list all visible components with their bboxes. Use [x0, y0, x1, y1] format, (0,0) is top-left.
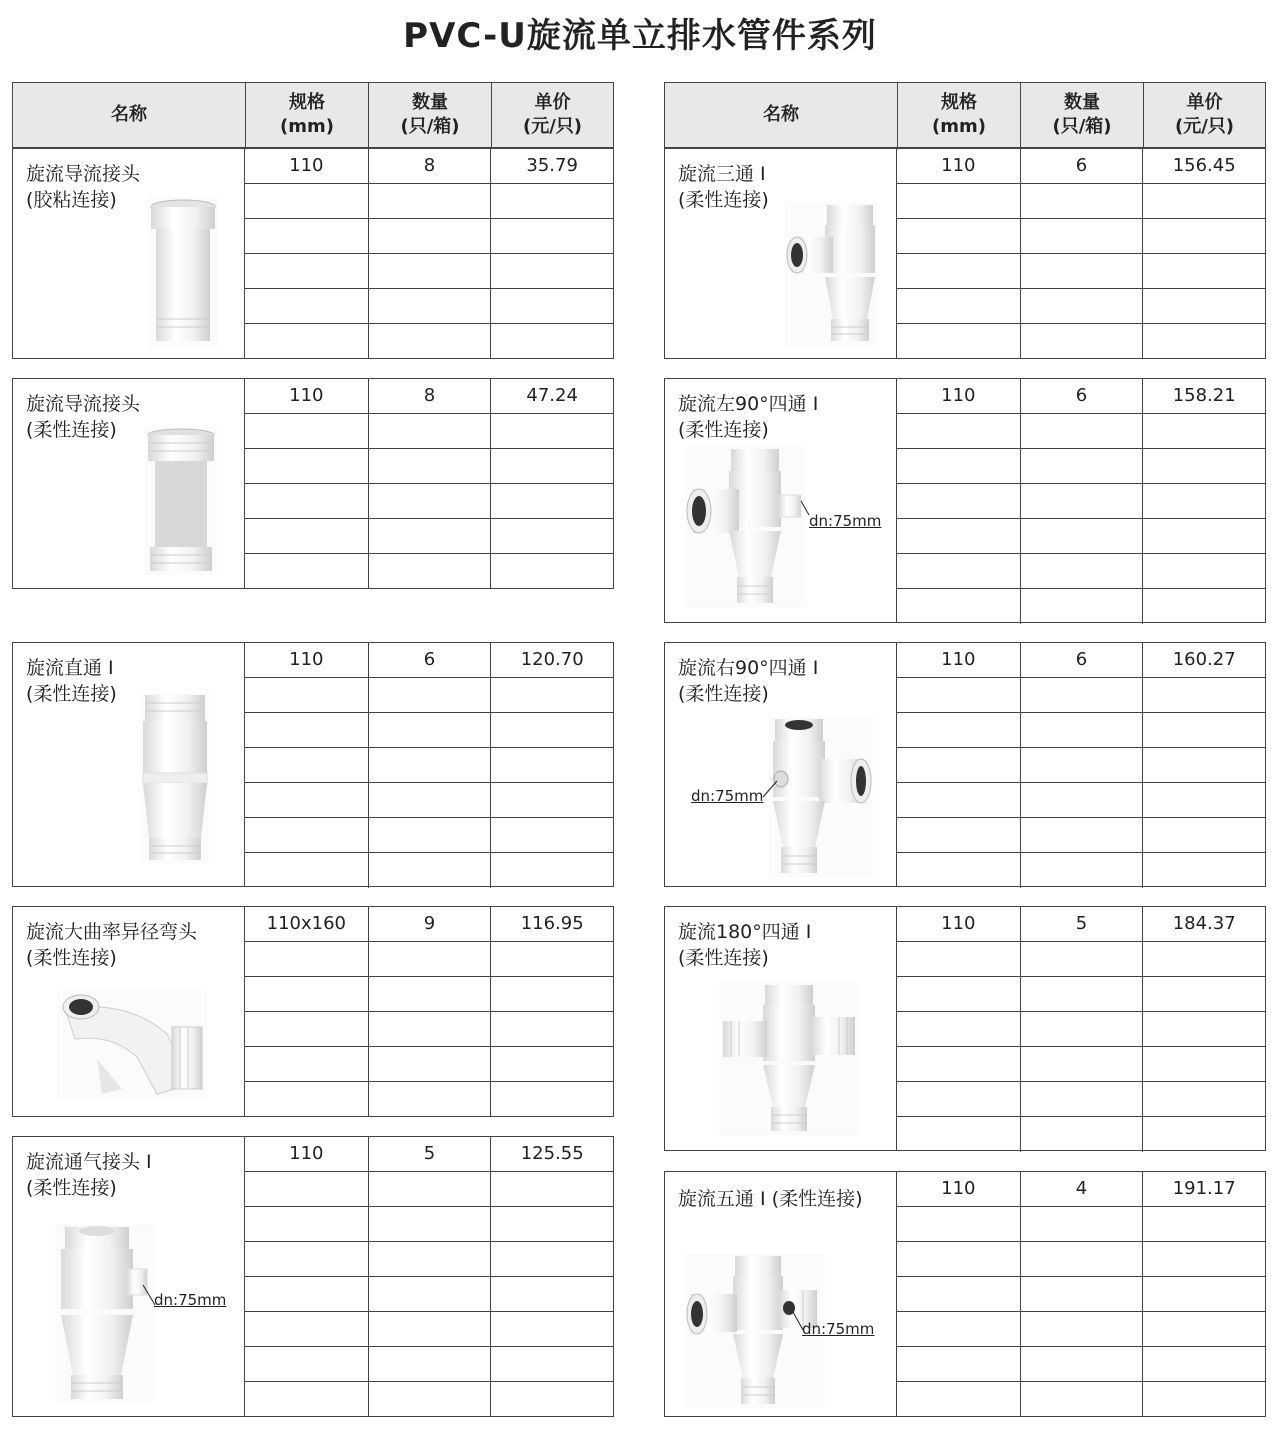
product-name: 旋流大曲率异径弯头 (柔性连接) — [26, 921, 198, 969]
product-name: 旋流180°四通 I (柔性连接) — [678, 921, 812, 969]
price-cell: 160.27 — [1142, 643, 1265, 677]
product-name: 旋流左90°四通 I (柔性连接) — [678, 393, 819, 441]
spec-cell: 110 — [289, 1143, 324, 1164]
price-cell: 125.55 — [490, 1137, 613, 1171]
price-cell: 184.37 — [1142, 907, 1265, 941]
qty-cell: 6 — [1020, 379, 1143, 413]
product-block — [664, 1171, 1266, 1417]
callout-label: dn:75mm — [691, 787, 764, 805]
product-block — [664, 906, 1266, 1151]
vent-joint-icon — [55, 1225, 155, 1401]
right-table-header — [664, 82, 1266, 148]
product-grid — [245, 1137, 613, 1417]
qty-cell: 6 — [1020, 643, 1143, 677]
tee-icon — [785, 203, 877, 345]
product-name: 旋流右90°四通 I (柔性连接) — [678, 657, 819, 705]
price-cell: 35.79 — [490, 149, 613, 183]
header-qty: 数量 (只/箱) — [1020, 83, 1143, 147]
spec-cell: 110 — [941, 913, 976, 934]
header-name: 名称 — [111, 104, 147, 125]
callout-leader — [761, 779, 779, 799]
product-block — [664, 148, 1266, 359]
header-spec: 规格 (mm) — [245, 83, 368, 147]
product-block — [664, 378, 1266, 623]
qty-cell: 8 — [368, 379, 491, 413]
left-cross-icon — [685, 447, 805, 607]
header-name: 名称 — [763, 104, 799, 125]
header-spec: 规格 (mm) — [897, 83, 1020, 147]
qty-cell: 5 — [1020, 907, 1143, 941]
spec-cell: 110 — [289, 649, 324, 670]
spec-cell: 110 — [289, 385, 324, 406]
product-grid — [897, 907, 1265, 1152]
cross-180-icon — [719, 983, 859, 1135]
left-table-header — [12, 82, 614, 148]
product-grid — [245, 643, 613, 888]
header-price: 单价 (元/只) — [491, 83, 613, 147]
price-cell: 116.95 — [490, 907, 613, 941]
product-grid — [897, 149, 1265, 359]
elbow-icon — [57, 989, 207, 1097]
product-block — [664, 642, 1266, 887]
page-title: PVC-U旋流单立排水管件系列 — [403, 16, 877, 56]
product-block — [12, 642, 614, 887]
callout-label: dn:75mm — [802, 1320, 875, 1338]
price-cell: 158.21 — [1142, 379, 1265, 413]
qty-cell: 5 — [368, 1137, 491, 1171]
straight-coupling-icon — [141, 693, 209, 863]
callout-label: dn:75mm — [809, 512, 882, 530]
product-grid — [897, 379, 1265, 624]
product-block — [12, 148, 614, 359]
product-block — [12, 1136, 614, 1417]
qty-cell: 6 — [1020, 149, 1143, 183]
qty-cell: 4 — [1020, 1172, 1143, 1206]
product-block — [12, 906, 614, 1117]
product-grid — [245, 379, 613, 589]
spec-cell: 110 — [289, 155, 324, 176]
price-cell: 47.24 — [490, 379, 613, 413]
spec-cell: 110x160 — [266, 913, 347, 934]
qty-cell: 8 — [368, 149, 491, 183]
product-grid — [897, 1172, 1265, 1417]
qty-cell: 6 — [368, 643, 491, 677]
straight-pipe-glued-icon — [148, 197, 218, 347]
product-name: 旋流直通 I (柔性连接) — [26, 657, 117, 705]
product-grid — [897, 643, 1265, 888]
qty-cell: 9 — [368, 907, 491, 941]
product-grid — [245, 907, 613, 1117]
product-name: 旋流导流接头 (柔性连接) — [26, 393, 141, 441]
product-grid — [245, 149, 613, 359]
right-cross-icon — [769, 717, 873, 877]
product-name: 旋流导流接头 (胶粘连接) — [26, 163, 141, 211]
header-qty: 数量 (只/箱) — [368, 83, 491, 147]
product-name: 旋流五通 I (柔性连接) — [678, 1188, 863, 1210]
product-block — [12, 378, 614, 589]
price-cell: 120.70 — [490, 643, 613, 677]
straight-pipe-flexible-icon — [145, 427, 217, 575]
callout-label: dn:75mm — [154, 1291, 227, 1309]
price-cell: 191.17 — [1142, 1172, 1265, 1206]
spec-cell: 110 — [941, 1178, 976, 1199]
product-name: 旋流通气接头 I (柔性连接) — [26, 1151, 152, 1199]
price-cell: 156.45 — [1142, 149, 1265, 183]
spec-cell: 110 — [941, 649, 976, 670]
spec-cell: 110 — [941, 155, 976, 176]
header-price: 单价 (元/只) — [1143, 83, 1265, 147]
spec-cell: 110 — [941, 385, 976, 406]
product-name: 旋流三通 I (柔性连接) — [678, 163, 769, 211]
